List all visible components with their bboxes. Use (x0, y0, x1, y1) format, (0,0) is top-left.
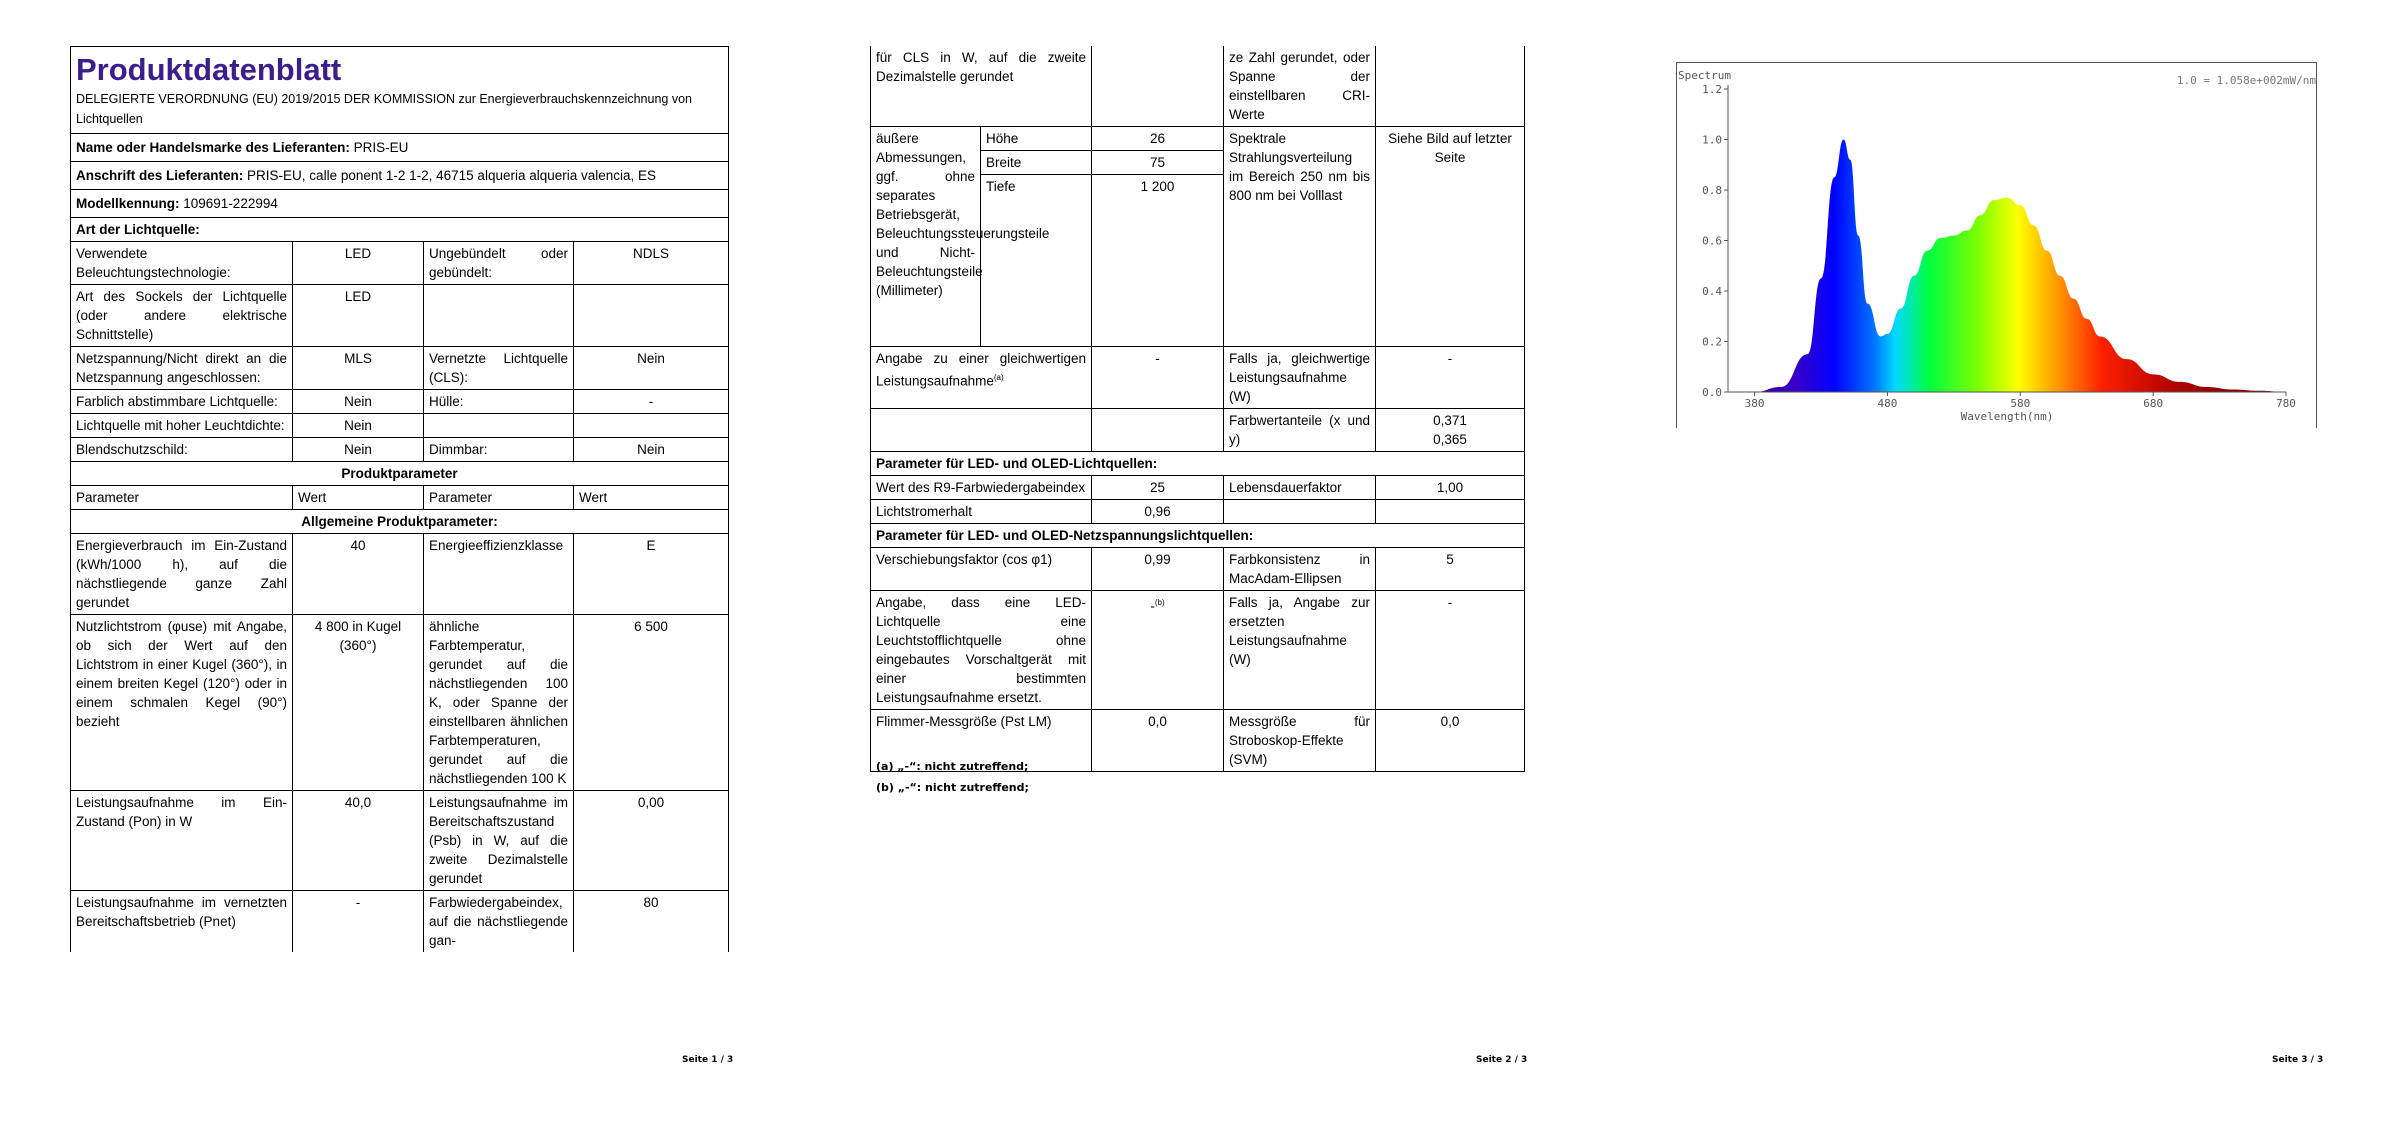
flicker-label: Flimmer-Messgröße (Pst LM) (871, 710, 1092, 772)
light-source-type-heading: Art der Lichtquelle: (71, 218, 729, 242)
page-3 (1588, 0, 2382, 1123)
param-label: Energieeffizienzklasse (424, 534, 574, 615)
param-value: MLS (293, 347, 424, 390)
page-2 (794, 0, 1588, 1123)
equiv-power-label: Falls ja, gleichwertige Leistungsaufnahme (W) (1224, 347, 1376, 409)
page-title: Produktdatenblatt (76, 52, 342, 87)
param-label: Dimmbar: (424, 438, 574, 462)
dim-name: Breite (981, 151, 1092, 175)
dim-value: 26 (1092, 127, 1224, 151)
param-value: Nein (293, 438, 424, 462)
replace-power-label: Falls ja, Angabe zur ersetzten Leistungsaufnahme (W) (1224, 591, 1376, 710)
chart-title: Spectrum (1678, 69, 1731, 82)
spectral-value: Siehe Bild auf letzter Seite (1376, 127, 1525, 347)
y-tick-label: 0.2 (1702, 335, 1722, 349)
param-label: Vernetzte Lichtquelle (CLS): (424, 347, 574, 390)
param-label: Netzspannung/Nicht direkt an die Netzspannung angeschlossen: (71, 347, 293, 390)
y-tick-label: 0.4 (1702, 285, 1722, 298)
lumen-label: Lichtstromerhalt (871, 500, 1092, 524)
datasheet-table-page2 (870, 46, 1525, 772)
param-value: - (574, 390, 729, 414)
datasheet-table-page1 (70, 46, 729, 952)
dim-value: 75 (1092, 151, 1224, 175)
consistency-value: 5 (1376, 548, 1525, 591)
param-value (1376, 46, 1525, 127)
param-value (574, 285, 729, 347)
param-value: LED (293, 285, 424, 347)
param-value: NDLS (574, 242, 729, 285)
chroma-label: Farbwertanteile (x und y) (1224, 409, 1376, 452)
param-value (574, 414, 729, 438)
r9-value: 25 (1092, 476, 1224, 500)
param-label: für CLS in W, auf die zweite Dezimalstelle gerundet (871, 46, 1092, 127)
param-value: 80 (574, 891, 729, 953)
spectral-label: Spektrale Strahlungsverteilung im Bereich 250 nm bis 800 nm bei Volllast (1224, 127, 1376, 347)
general-params-heading: Allgemeine Produktparameter: (71, 510, 729, 534)
equiv-value: - (1092, 347, 1224, 409)
param-value (1092, 46, 1224, 127)
y-tick-label: 1.2 (1702, 83, 1722, 96)
param-value: 40 (293, 534, 424, 615)
page-footer: Seite 3 / 3 (2272, 1055, 2324, 1065)
cos-value: 0,99 (1092, 548, 1224, 591)
param-value: Nein (574, 347, 729, 390)
page-footer: Seite 2 / 3 (1476, 1055, 1528, 1065)
chroma-x: 0,371 (1433, 413, 1467, 428)
x-axis-label: Wavelength(nm) (1960, 410, 2054, 423)
page-1 (0, 0, 794, 1123)
y-tick-label: 0.0 (1702, 386, 1722, 399)
footnote-ref-b: (b) (1154, 598, 1165, 607)
dim-name: Höhe (981, 127, 1092, 151)
param-value: 4 800 in Kugel (360°) (293, 615, 424, 791)
x-tick-label: 580 (2010, 397, 2031, 410)
cos-label: Verschiebungsfaktor (cos φ1) (871, 548, 1092, 591)
param-label: Ungebündelt oder gebündelt: (424, 242, 574, 285)
x-tick-label: 780 (2276, 397, 2296, 410)
param-value: - (293, 891, 424, 953)
param-label: Hülle: (424, 390, 574, 414)
column-header: Wert (293, 486, 424, 510)
supplier-address: PRIS-EU, calle ponent 1-2 1-2, 46715 alqueria alqueria valencia, ES (247, 168, 657, 183)
param-label: Blendschutzschild: (71, 438, 293, 462)
param-label: ähnliche Farbtemperatur, gerundet auf die nächstliegenden 100 K, oder Spanne der einstellbaren ähnlichen Farbtemperaturen, gerundet auf die nächstliegenden 100 K (424, 615, 574, 791)
y-tick-label: 0.6 (1702, 234, 1722, 248)
param-label: Leistungsaufnahme im Ein-Zustand (Pon) in W (71, 791, 293, 891)
column-header: Parameter (71, 486, 293, 510)
regulation-text: DELEGIERTE VERORDNUNG (EU) 2019/2015 DER KOMMISSION zur Energieverbrauchskennzeichnung von Lichtquellen (76, 92, 692, 126)
param-label: ze Zahl gerundet, oder Spanne der einstellbaren CRI-Werte (1224, 46, 1376, 127)
model-id: 109691-222994 (183, 196, 278, 211)
param-value: Nein (293, 414, 424, 438)
param-label: Leistungsaufnahme im Bereitschaftszustand (Psb) in W, auf die zweite Dezimalstelle gerundet (424, 791, 574, 891)
column-header: Parameter (424, 486, 574, 510)
param-label: Verwendete Beleuchtungstechnologie: (71, 242, 293, 285)
chroma-y: 0,365 (1433, 432, 1467, 447)
param-label: Art des Sockels der Lichtquelle (oder andere elektrische Schnittstelle) (71, 285, 293, 347)
flicker-value: 0,0 (1092, 710, 1224, 772)
param-label: Leistungsaufnahme im vernetzten Bereitschaftsbetrieb (Pnet) (71, 891, 293, 953)
life-value: 1,00 (1376, 476, 1525, 500)
param-value: Nein (574, 438, 729, 462)
x-tick-label: 480 (1877, 397, 1898, 410)
y-tick-label: 0.8 (1702, 184, 1722, 197)
dim-name: Tiefe (981, 175, 1092, 347)
strobo-label: Messgröße für Stroboskop-Effekte (SVM) (1224, 710, 1376, 772)
supplier-address-label: Anschrift des Lieferanten: (76, 168, 244, 183)
param-label (424, 285, 574, 347)
model-label: Modellkennung: (76, 196, 180, 211)
y-tick-label: 1.0 (1702, 133, 1722, 147)
param-value: 0,00 (574, 791, 729, 891)
replace-value: - (1150, 598, 1155, 614)
supplier-name: PRIS-EU (353, 140, 409, 155)
footnote-a: (a) „-“: nicht zutreffend; (876, 760, 1029, 773)
spectrum-chart (1676, 48, 2322, 428)
spectrum-area (1755, 140, 2286, 393)
dimensions-label: äußere Abmessungen, ggf. ohne separates Betriebsgerät, Beleuchtungssteuerungsteile und Nicht-Beleuchtungsteile (Millimeter) (871, 127, 981, 347)
x-tick-label: 380 (1744, 397, 1765, 410)
param-label: Lichtquelle mit hoher Leuchtdichte: (71, 414, 293, 438)
param-value: LED (293, 242, 424, 285)
param-label: Farblich abstimmbare Lichtquelle: (71, 390, 293, 414)
param-label (424, 414, 574, 438)
plot-area (1755, 140, 2286, 393)
param-value: 40,0 (293, 791, 424, 891)
r9-label: Wert des R9-Farbwiedergabeindex (871, 476, 1092, 500)
consistency-label: Farbkonsistenz in MacAdam-Ellipsen (1224, 548, 1376, 591)
mains-params-heading: Parameter für LED- und OLED-Netzspannungslichtquellen: (871, 524, 1525, 548)
footnote-b: (b) „-“: nicht zutreffend; (876, 781, 1029, 794)
x-tick-label: 680 (2143, 397, 2164, 410)
replace-power-value: - (1376, 591, 1525, 710)
param-value: Nein (293, 390, 424, 414)
param-value: E (574, 534, 729, 615)
param-value: 6 500 (574, 615, 729, 791)
param-label: Energieverbrauch im Ein-Zustand (kWh/1000 h), auf die nächstliegende ganze Zahl gerundet (71, 534, 293, 615)
chart-annotation: 1.0 = 1.058e+002mW/nm (2176, 74, 2316, 87)
dim-value: 1 200 (1092, 175, 1224, 347)
footnote-ref-a: (a) (993, 373, 1004, 382)
page-footer: Seite 1 / 3 (682, 1055, 734, 1065)
param-label: Farbwiedergabeindex, auf die nächstliegende gan- (424, 891, 574, 953)
equiv-power-value: - (1376, 347, 1525, 409)
replace-label: Angabe, dass eine LED-Lichtquelle eine Leuchtstofflichtquelle ohne eingebautes Vorschaltgerät mit einer bestimmten Leistungsaufnahme ersetzt. (871, 591, 1092, 710)
strobo-value: 0,0 (1376, 710, 1525, 772)
supplier-name-label: Name oder Handelsmarke des Lieferanten: (76, 140, 350, 155)
lumen-value: 0,96 (1092, 500, 1224, 524)
param-label: Nutzlichtstrom (φuse) mit Angabe, ob sich der Wert auf den Lichtstrom in einer Kugel (360°), in einem breiten Kegel (120°) oder in einem schmalen Kegel (90°) bezieht (71, 615, 293, 791)
equiv-label: Angabe zu einer gleichwertigen Leistungsaufnahme (876, 351, 1086, 389)
column-header: Wert (574, 486, 729, 510)
led-params-heading: Parameter für LED- und OLED-Lichtquellen: (871, 452, 1525, 476)
product-params-heading: Produktparameter (71, 462, 729, 486)
life-label: Lebensdauerfaktor (1224, 476, 1376, 500)
